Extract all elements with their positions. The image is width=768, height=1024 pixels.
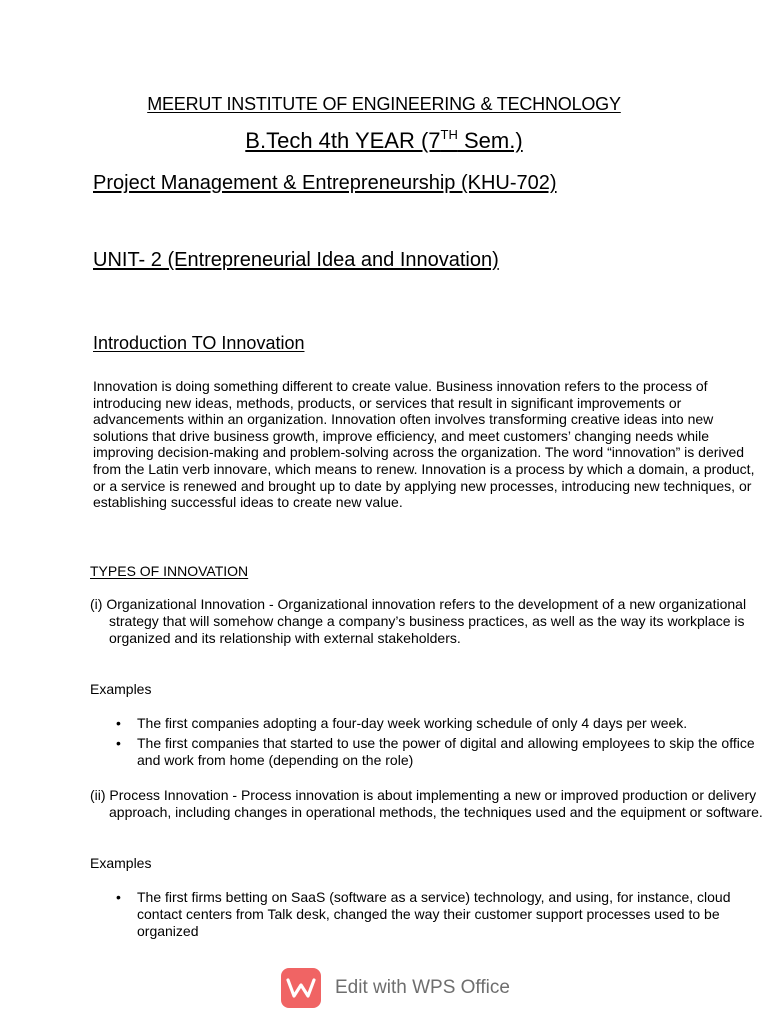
institute-title: MEERUT INSTITUTE OF ENGINEERING & TECHNOLOGY <box>147 94 621 114</box>
list-item <box>0 889 768 940</box>
bullet-icon: • <box>116 735 121 751</box>
year-prefix: B.Tech 4th YEAR (7 <box>245 128 441 153</box>
examples-list <box>0 889 768 943</box>
year-suffix: Sem.) <box>457 128 523 153</box>
list-item <box>0 735 768 769</box>
examples-list <box>0 715 768 772</box>
innovation-type-process <box>90 787 768 821</box>
list-item <box>0 715 768 732</box>
innovation-type-text: Organizational innovation refers to the development of a new organizational strategy that will somehow change a company’s business practices, as well as the way its workplace is organized and its relationship with external stakeholders. <box>109 596 747 646</box>
examples-label: Examples <box>90 855 152 871</box>
innovation-type-text: Process innovation is about implementing a new or improved production or delivery approach, including changes in operational methods, the techniques used and the equipment or software. <box>109 787 763 820</box>
year-superscript: TH <box>440 127 458 142</box>
unit-title: UNIT- 2 (Entrepreneurial Idea and Innovation) <box>93 249 499 271</box>
types-heading: TYPES OF INNOVATION <box>90 563 249 579</box>
intro-heading: Introduction TO Innovation <box>93 333 305 353</box>
bullet-icon: • <box>116 715 121 731</box>
edit-with-wps-button[interactable] <box>281 968 510 1008</box>
bullet-icon: • <box>116 889 121 905</box>
course-title: Project Management & Entrepreneurship (KHU-702) <box>93 172 557 194</box>
example-text: The first companies adopting a four-day week working schedule of only 4 days per week. <box>137 715 688 731</box>
example-text: The first firms betting on SaaS (software as a service) technology, and using, for instance, cloud contact centers from Talk desk, changed the way their customer support processes used to be organized <box>137 889 731 939</box>
example-text: The first companies that started to use the power of digital and allowing employees to skip the office and work from home (depending on the role) <box>137 735 755 768</box>
intro-paragraph: Innovation is doing something different to create value. Business innovation refers to the process of introducing new ideas, methods, products, or services that result in significant improvements or advancements within an organization. Innovation often involves transforming creative ideas into new solutions that drive business growth, improve efficiency, and meet customers’ changing needs while improving decision-making and problem-solving across the organization. The word “innovation” is derived from the Latin verb innovare, which means to renew. Innovation is a process by which a domain, a product, or a service is renewed and brought up to date by applying new processes, introducing new techniques, or establishing successful ideas to create new value. <box>93 378 755 511</box>
wps-office-icon <box>281 968 321 1008</box>
year-semester-title <box>0 128 768 154</box>
innovation-type-label: (i) Organizational Innovation - <box>90 596 278 612</box>
examples-label: Examples <box>90 681 152 697</box>
edit-with-wps-label: Edit with WPS Office <box>335 977 510 998</box>
innovation-type-label: (ii) Process Innovation - <box>90 787 241 803</box>
wps-logo-glyph <box>286 977 316 999</box>
innovation-type-organizational <box>90 596 768 647</box>
